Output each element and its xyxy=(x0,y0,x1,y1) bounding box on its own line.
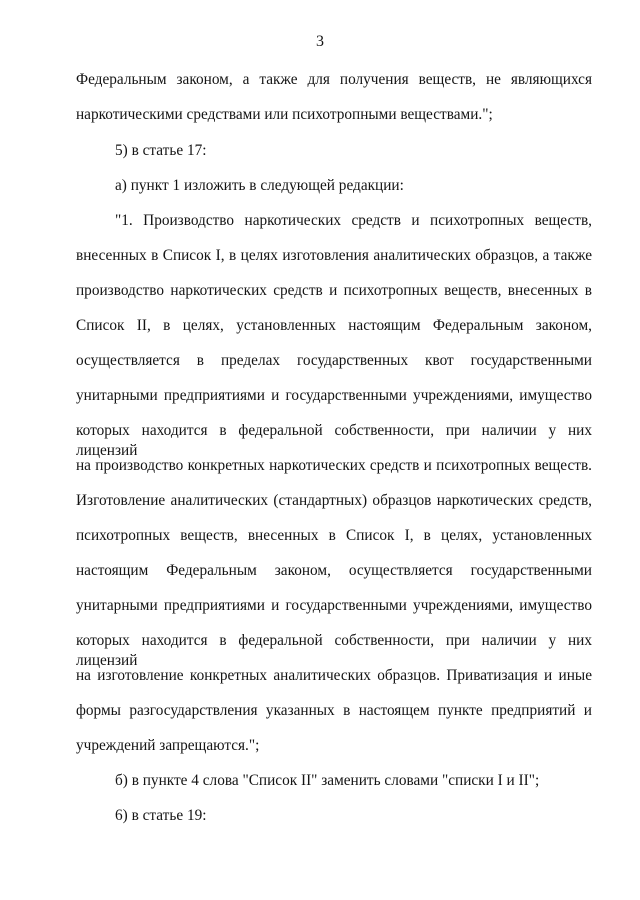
text-line-9: осуществляется в пределах государственных квот государственными xyxy=(76,352,592,369)
text-line-11: которых находится в федеральной собственности, при наличии у них лицензий xyxy=(76,422,592,459)
text-line-14: психотропных веществ, внесенных в Список I, в целях, установленных xyxy=(76,527,592,544)
text-line-8: Список II, в целях, установленных настоящим Федеральным законом, xyxy=(76,317,592,334)
text-line-6: внесенных в Список I, в целях изготовления аналитических образцов, а также xyxy=(76,247,592,264)
text-line-1: Федеральным законом, а также для получения веществ, не являющихся xyxy=(76,71,592,88)
text-line-5: "1. Производство наркотических средств и психотропных веществ, xyxy=(115,212,592,229)
text-line-10: унитарными предприятиями и государственными учреждениями, имущество xyxy=(76,387,592,404)
text-line-22: 6) в статье 19: xyxy=(115,807,207,824)
text-line-20: учреждений запрещаются."; xyxy=(76,737,260,754)
text-line-2: наркотическими средствами или психотропными веществами."; xyxy=(76,106,493,123)
text-line-4: а) пункт 1 изложить в следующей редакции: xyxy=(115,177,404,194)
text-line-12: на производство конкретных наркотических средств и психотропных веществ. xyxy=(76,457,592,474)
text-line-18: на изготовление конкретных аналитических образцов. Приватизация и иные xyxy=(76,667,592,684)
text-line-21: б) в пункте 4 слова "Список II" заменить словами "списки I и II"; xyxy=(115,772,540,789)
text-line-3: 5) в статье 17: xyxy=(115,142,207,159)
text-line-15: настоящим Федеральным законом, осуществляется государственными xyxy=(76,562,592,579)
text-line-17: которых находится в федеральной собственности, при наличии у них лицензий xyxy=(76,632,592,669)
text-line-7: производство наркотических средств и психотропных веществ, внесенных в xyxy=(76,282,592,299)
text-line-13: Изготовление аналитических (стандартных) образцов наркотических средств, xyxy=(76,492,592,509)
text-line-19: формы разгосударствления указанных в настоящем пункте предприятий и xyxy=(76,702,592,719)
text-line-16: унитарными предприятиями и государственными учреждениями, имущество xyxy=(76,597,592,614)
page-number: 3 xyxy=(316,33,324,50)
